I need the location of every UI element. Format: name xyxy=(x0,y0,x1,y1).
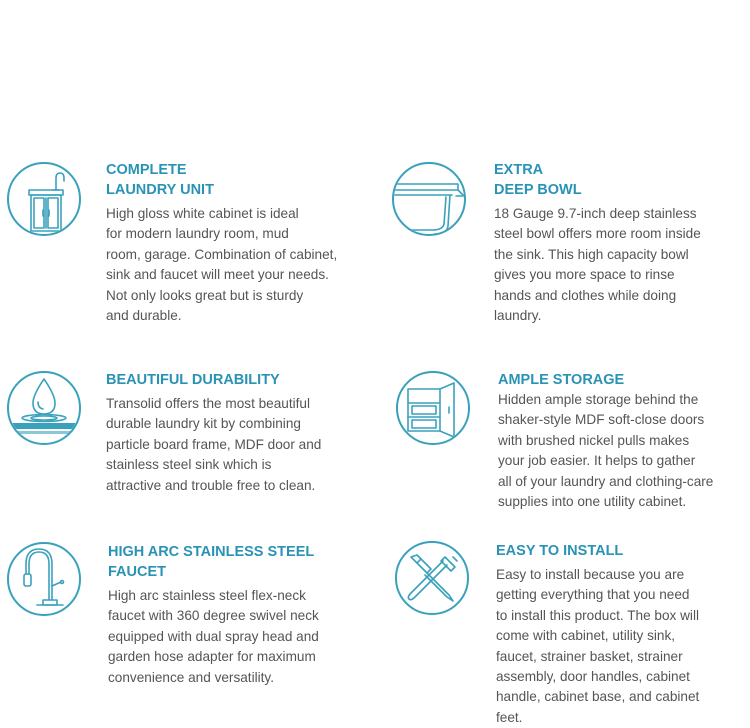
water-drop-icon xyxy=(7,371,81,445)
feature-description: High arc stainless steel flex-neck faucet with 360 degree swivel neck equipped with dual spray head and garden hose adapter for maximum convenience and versatility. xyxy=(108,588,319,685)
feature-description: High gloss white cabinet is ideal for modern laundry room, mud room, garage. Combination of cabinet, sink and faucet will meet your needs. Not only looks great but is sturdy and durable. xyxy=(106,206,338,324)
feature-title: EXTRA DEEP BOWL xyxy=(494,162,582,198)
deep-bowl-icon xyxy=(392,162,466,236)
feature-title: AMPLE STORAGE xyxy=(498,372,625,388)
feature-description: Transolid offers the most beautiful durable laundry kit by combining particle board frame, MDF door and stainless steel sink which is attractive and trouble free to clean. xyxy=(106,396,322,493)
feature-title: EASY TO INSTALL xyxy=(496,543,624,559)
feature-description: Easy to install because you are getting everything that you need to install this product. The box will come with cabinet, utility sink, faucet, strainer basket, strainer assembly, door handles, cabinet handle, cabinet base, and cabinet feet. xyxy=(496,567,700,725)
feature-description: 18 Gauge 9.7-inch deep stainless steel bowl offers more room inside the sink. This high capacity bowl gives you more space to rinse hands and clothes while doing laundry. xyxy=(494,206,701,324)
faucet-icon xyxy=(7,542,81,616)
feature-title: COMPLETE LAUNDRY UNIT xyxy=(106,162,214,198)
feature-title: BEAUTIFUL DURABILITY xyxy=(106,372,280,388)
laundry-cabinet-icon xyxy=(7,162,81,236)
tools-icon xyxy=(395,541,469,615)
feature-description: Hidden ample storage behind the shaker-style MDF soft-close doors with brushed nickel pulls makes your job easier. It helps to gather all of your laundry and clothing-care supplies into one utility cabinet. xyxy=(498,392,714,510)
feature-title: HIGH ARC STAINLESS STEEL FAUCET xyxy=(108,544,315,580)
storage-cabinet-icon xyxy=(396,371,470,445)
